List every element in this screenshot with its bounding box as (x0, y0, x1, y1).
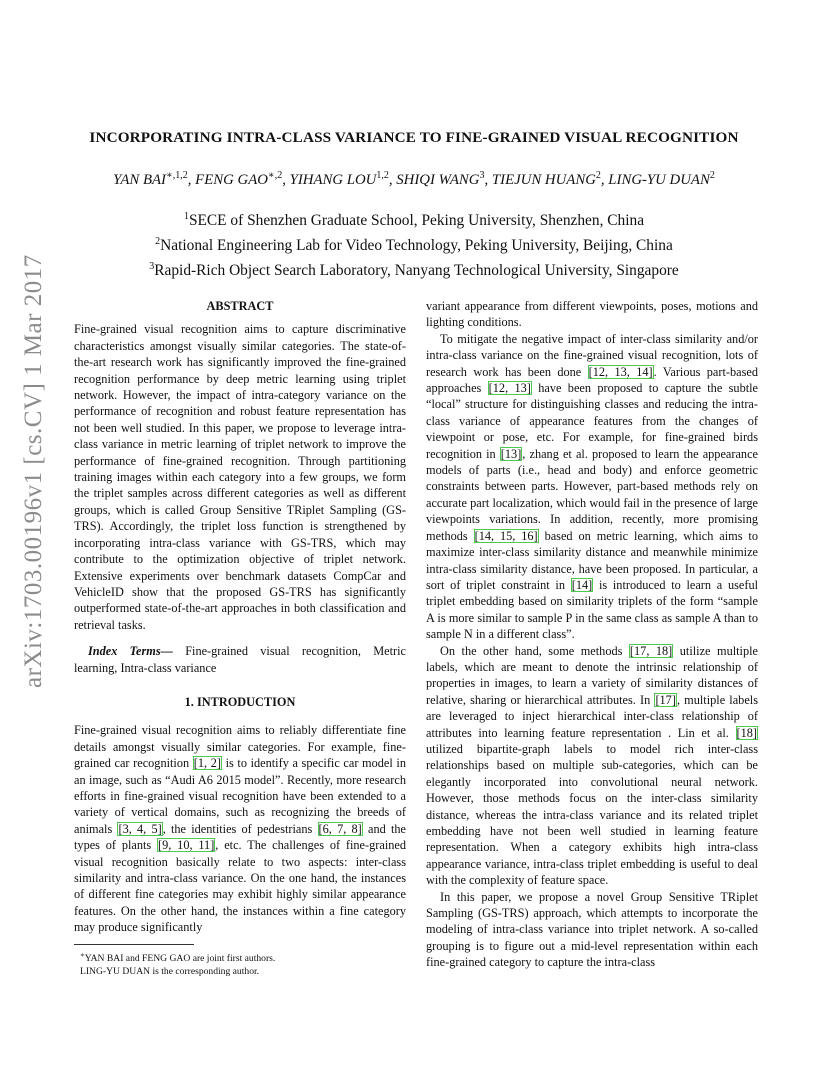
arxiv-stamp: arXiv:1703.00196v1 [cs.CV] 1 Mar 2017 (20, 254, 47, 688)
footnote (80, 949, 400, 965)
citation-link[interactable]: [3, 4, 5] (118, 821, 162, 836)
paragraph-text: , etc. The challenges of fine-grained visual recognition basically relate to two aspects: inter-class similarity and intra-class variance. On the one hand, the instances of different fine categories may exhibit highly similar appearance features. On the other hand, the instances within a fine category may produce significantly (74, 838, 406, 935)
author-affiliation-marker: 3 (479, 170, 485, 181)
abstract-heading: ABSTRACT (206, 299, 274, 313)
author-name: SHIQI WANG (396, 171, 480, 188)
citation-link[interactable]: [13] (500, 446, 522, 461)
paragraph-text: utilize multiple labels, which are meant to denote the intrinsic relationship of properties in images, to learn a variety of similarity distances of relative, sharing or hierarchical attributes. In (426, 643, 758, 707)
author (608, 172, 715, 188)
affiliation-text: Rapid-Rich Object Search Laboratory, Nanyang Technological University, Singapore (154, 262, 679, 280)
citation-link[interactable]: [6, 7, 8] (318, 821, 362, 836)
affiliation-text: SECE of Shenzhen Graduate School, Peking University, Shenzhen, China (188, 212, 645, 230)
paragraph-text: is to identify a specific car model in an image, such as “Audi A6 2015 model”. Recently, more research efforts in fine-grained visual recognition have been extended to a variety of vertical domains, such as recognizing the breeds of animals (74, 756, 406, 836)
paragraph-text: , zhang et al. proposed to learn the appearance models of parts (i.e., head and body) and enforce geometric constraints between parts. However, part-based methods rely on accurate part localization, which would fail in the presence of large viewpoints variations. In addition, recently, more promising methods (426, 446, 758, 543)
paragraph-text: based on metric learning, which aims to maximize inter-class similarity distance and meanwhile minimize intra-class similarity distance, have been proposed. In particular, a sort of triplet constraint in (426, 528, 758, 592)
index-terms (74, 643, 406, 676)
author (113, 172, 188, 188)
intro-paragraph-3 (426, 643, 758, 889)
paragraph-text: is introduced to learn a useful triplet embedding based on similarity triplets of the form “sample A is more similar to sample P in the same class as sample A than to sample N in a different class”. (426, 577, 759, 642)
intro-paragraph-4: In this paper, we propose a novel Group Sensitive TRiplet Sampling (GS-TRS) approach, which attempts to incorporate the modeling of intra-class variance into triplet network. A so-called grouping is to figure out a mid-level representation within each fine-grained category to capture the intra-class (426, 889, 758, 970)
footnote-rule (74, 944, 194, 945)
citation-link[interactable]: [1, 2] (193, 756, 221, 771)
author-name: YIHANG LOU (289, 171, 377, 188)
paragraph-text: On the other hand, some methods (440, 643, 629, 658)
author-affiliation-marker: 2 (709, 170, 715, 181)
author-affiliation-marker: ∗,2 (267, 170, 283, 181)
affiliation-marker: 2 (155, 236, 161, 248)
affiliation (60, 256, 768, 281)
author (396, 172, 484, 188)
citation-link[interactable]: [17, 18] (629, 643, 673, 658)
paragraph-text: Fine-grained visual recognition aims to reliably differentiate fine details amongst visually similar categories. For example, fine-grained car recognition (74, 723, 406, 771)
affiliation-text: National Engineering Lab for Video Technology, Peking University, Beijing, China (160, 237, 673, 255)
affiliation-marker: 3 (149, 261, 155, 273)
paragraph-text: have been proposed to capture the subtle “local” structure for distinguishing classes and reducing the intra-class variance of appearance features from the changes of viewpoint or pose, etc. For example, for fine-grained birds recognition in (426, 381, 759, 461)
affiliation (60, 231, 768, 256)
author (290, 172, 389, 188)
abstract-text: Fine-grained visual recognition aims to capture discriminative characteristics amongst visually similar categories. The state-of-the-art research work has significantly improved the fine-grained recognition performance by deep metric learning using triplet network. However, the impact of intra-category variance on the performance of recognition and robust feature representation has not been well studied. In this paper, we propose to leverage intra-class variance in metric learning of triplet network to improve the performance of fine-grained recognition. Through partitioning training images within each category into a few groups, we form the triplet samples across different categories as well as different groups, which is called Group Sensitive TRiplet Sampling (GS-TRS). Accordingly, the triplet loss function is strengthened by incorporating intra-class variance with GS-TRS, which may contribute to the optimization objective of triplet network. Extensive experiments over benchmark datasets CompCar and VehicleID show that the proposed GS-TRS has significantly outperformed state-of-the-art approaches in both classification and retrieval tasks. (74, 322, 406, 632)
author (195, 172, 282, 188)
introduction-heading: 1. INTRODUCTION (184, 694, 296, 709)
citation-link[interactable]: [14] (571, 577, 593, 592)
footnote-text: YAN BAI and FENG GAO are joint first authors. (84, 953, 276, 965)
author-name: YAN BAI (113, 171, 166, 188)
index-terms-label: Index Terms— (88, 644, 173, 659)
citation-link[interactable]: [12, 13, 14] (588, 364, 653, 379)
paragraph-text: To mitigate the negative impact of inter-class similarity and/or intra-class variance on the fine-grained visual recognition, lots of research work has been done (426, 331, 758, 379)
citation-link[interactable]: [17] (655, 692, 676, 707)
paragraph-text: . Various part-based approaches (426, 364, 758, 396)
author-affiliation-marker: 2 (595, 170, 601, 181)
paragraph-text: and the types of plants (74, 821, 406, 853)
paper-title: INCORPORATING INTRA-CLASS VARIANCE TO FINE-GRAINED VISUAL RECOGNITION (89, 129, 739, 146)
paragraph-text: , the identities of pedestrians (162, 821, 318, 836)
citation-link[interactable]: [9, 10, 11] (158, 838, 215, 853)
author-name: FENG GAO (195, 171, 268, 188)
citation-link[interactable]: [18] (736, 725, 757, 740)
affiliation-list (60, 206, 768, 281)
affiliation (60, 206, 768, 231)
left-column (74, 298, 406, 936)
author-name: TIEJUN HUANG (491, 171, 596, 188)
citation-link[interactable]: [14, 15, 16] (474, 528, 538, 543)
right-column (426, 298, 758, 971)
author-affiliation-marker: 1,2 (376, 170, 389, 181)
author-list: YAN $BAI^{∗,1,2}$, FENG $GAO^{∗,2}$, YIHANG LOU$^{1,2}$, SHIQI WANG$^3$, TIEJUN HUANG$^2$, LING-YU DUAN$^2$ (113, 170, 715, 188)
author-affiliation-marker: ∗,1,2 (165, 170, 188, 181)
footnote (80, 965, 400, 978)
intro-paragraph-2 (426, 331, 758, 643)
intro-paragraph-cont: variant appearance from different viewpoints, poses, motions and lighting conditions. (426, 299, 758, 330)
paragraph-text: utilized bipartite-graph labels to model rich inter-class relationships based on multiple sub-categories, which can be elegantly incorporated into convolutional neural network. However, those methods focus on the inter-class similarity distance, whereas the intra-class variance and its related triplet embedding have not been well studied in learning feature representation. When a category exhibits high intra-class appearance variance, intra-class triplet embedding is useful to deal with the complexity of feature space. (426, 741, 758, 888)
footnote-marker: ∗ (80, 951, 85, 959)
paragraph-text: , multiple labels are leveraged to inject hierarchical inter-class relationship of attributes into learning feature representation . Lin et al. (426, 692, 758, 740)
author (492, 172, 601, 188)
index-terms-text: Fine-grained visual recognition, Metric learning, Intra-class variance (74, 644, 407, 675)
affiliation-marker: 1 (183, 211, 189, 222)
intro-paragraph-1 (74, 722, 406, 935)
citation-link[interactable]: [12, 13] (488, 381, 531, 396)
footnote-text: LING-YU DUAN is the corresponding author. (80, 966, 260, 978)
footnotes (80, 949, 400, 978)
author-name: LING-YU DUAN (608, 171, 710, 188)
